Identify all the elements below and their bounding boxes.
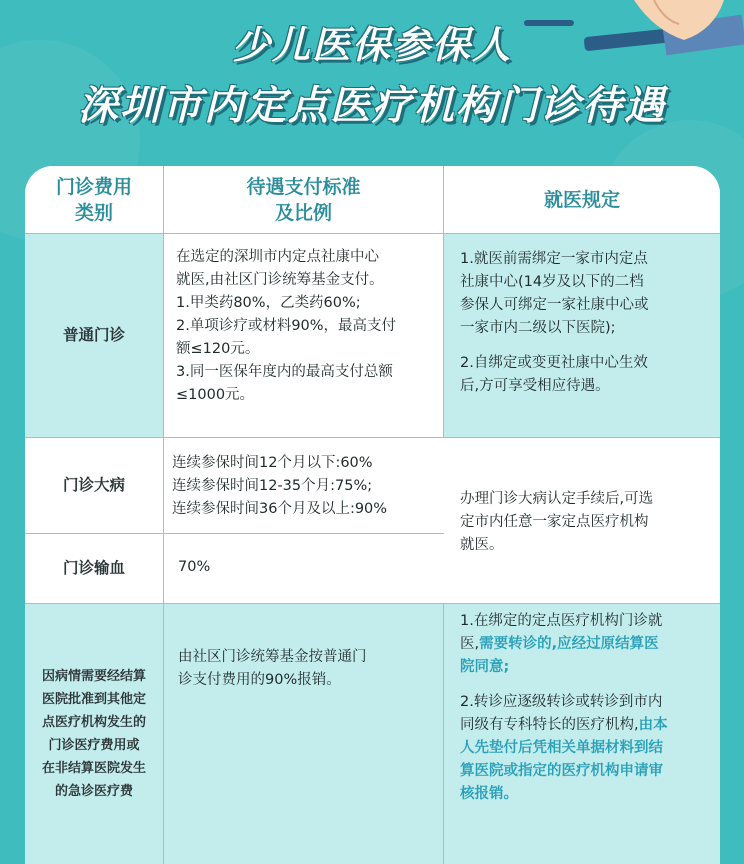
header-text: 待遇支付标准 [246,175,361,198]
text-line: 连续参保时间36个月及以上:90% [172,501,388,517]
text-line: ≤1000元。 [176,387,255,403]
highlight-text: 需要转诊的,应经过原结算医 [479,636,659,652]
highlight-text: 算医院或指定的医疗机构申请审 [460,763,663,779]
category-transfusion: 门诊输血 [25,534,164,604]
text-line: 连续参保时间12-35个月:75%; [172,478,373,494]
text-line: 2.自绑定或变更社康中心生效 [460,355,648,371]
text-line: 2.转诊应逐级转诊或转诊到市内 [460,694,663,710]
text-line: 的急诊医疗费 [54,784,133,799]
highlight-text: 院同意; [460,659,510,675]
rules-major-transfusion [444,438,720,604]
highlight-text: 由本 [638,717,668,733]
text-line: 门诊医疗费用或 [48,738,140,753]
page-title-line-2: 深圳市内定点医疗机构门诊待遇 [78,83,666,129]
text-line: 1.就医前需绑定一家市内定点 [460,251,648,267]
text-line: 就医。 [460,537,504,553]
text-span: 医, [460,636,480,652]
standard-referral [164,604,444,864]
header-standard [164,166,444,234]
table-row-general [25,234,720,438]
text-line [460,633,706,656]
header-text: 类别 [74,201,113,224]
highlight-text: 人先垫付后凭相关单据材料到结 [460,740,663,756]
category-referral [25,604,164,864]
text-line: 因病情需要经结算 [41,669,146,684]
text-line: 在非结算医院发生 [41,761,146,776]
benefit-table [25,166,720,864]
text-line: 医院批准到其他定 [41,692,146,707]
text-line: 由社区门诊统筹基金按普通门 [178,649,367,665]
text-line: 一家市内二级以下医院); [460,320,616,336]
rules-general [444,234,720,438]
category-major: 门诊大病 [25,438,164,534]
page-header [0,0,744,165]
text-line: 点医疗机构发生的 [41,715,146,730]
text-line: 后,方可享受相应待遇。 [460,378,610,394]
header-text: 门诊费用 [55,175,132,198]
text-line: 就医,由社区门诊统筹基金支付。 [176,272,384,288]
standard-general [164,234,444,438]
text-line: 1.在绑定的定点医疗机构门诊就 [460,613,663,629]
text-line: 办理门诊大病认定手续后,可选 [460,491,654,507]
text-line: 连续参保时间12个月以下:60% [172,455,373,471]
text-line: 社康中心(14岁及以下的二档 [460,274,644,290]
highlight-text: 核报销。 [460,786,518,802]
text-line: 2.单项诊疗或材料90%，最高支付 [176,318,397,334]
text-span: 同级有专科特长的医疗机构, [460,717,639,733]
text-line: 额≤120元。 [176,341,260,357]
table-row-referral [25,604,720,864]
page-title-line-1: 少儿医保参保人 [231,23,512,67]
header-text: 及比例 [274,201,332,224]
standard-major [164,438,444,534]
text-line: 参保人可绑定一家社康中心或 [460,297,649,313]
header-rules: 就医规定 [444,166,720,234]
text-line: 诊支付费用的90%报销。 [178,672,341,688]
text-line [460,714,706,737]
rules-referral [444,604,720,864]
header-category [25,166,164,234]
table-header-row [25,166,720,234]
text-line: 3.同一医保年度内的最高支付总额 [176,364,393,380]
text-line: 1.甲类药80%，乙类药60%; [176,295,361,311]
category-general: 普通门诊 [25,234,164,438]
text-line: 在选定的深圳市内定点社康中心 [176,249,379,265]
text-line: 定市内任意一家定点医疗机构 [460,514,649,530]
standard-transfusion: 70% [164,534,444,604]
